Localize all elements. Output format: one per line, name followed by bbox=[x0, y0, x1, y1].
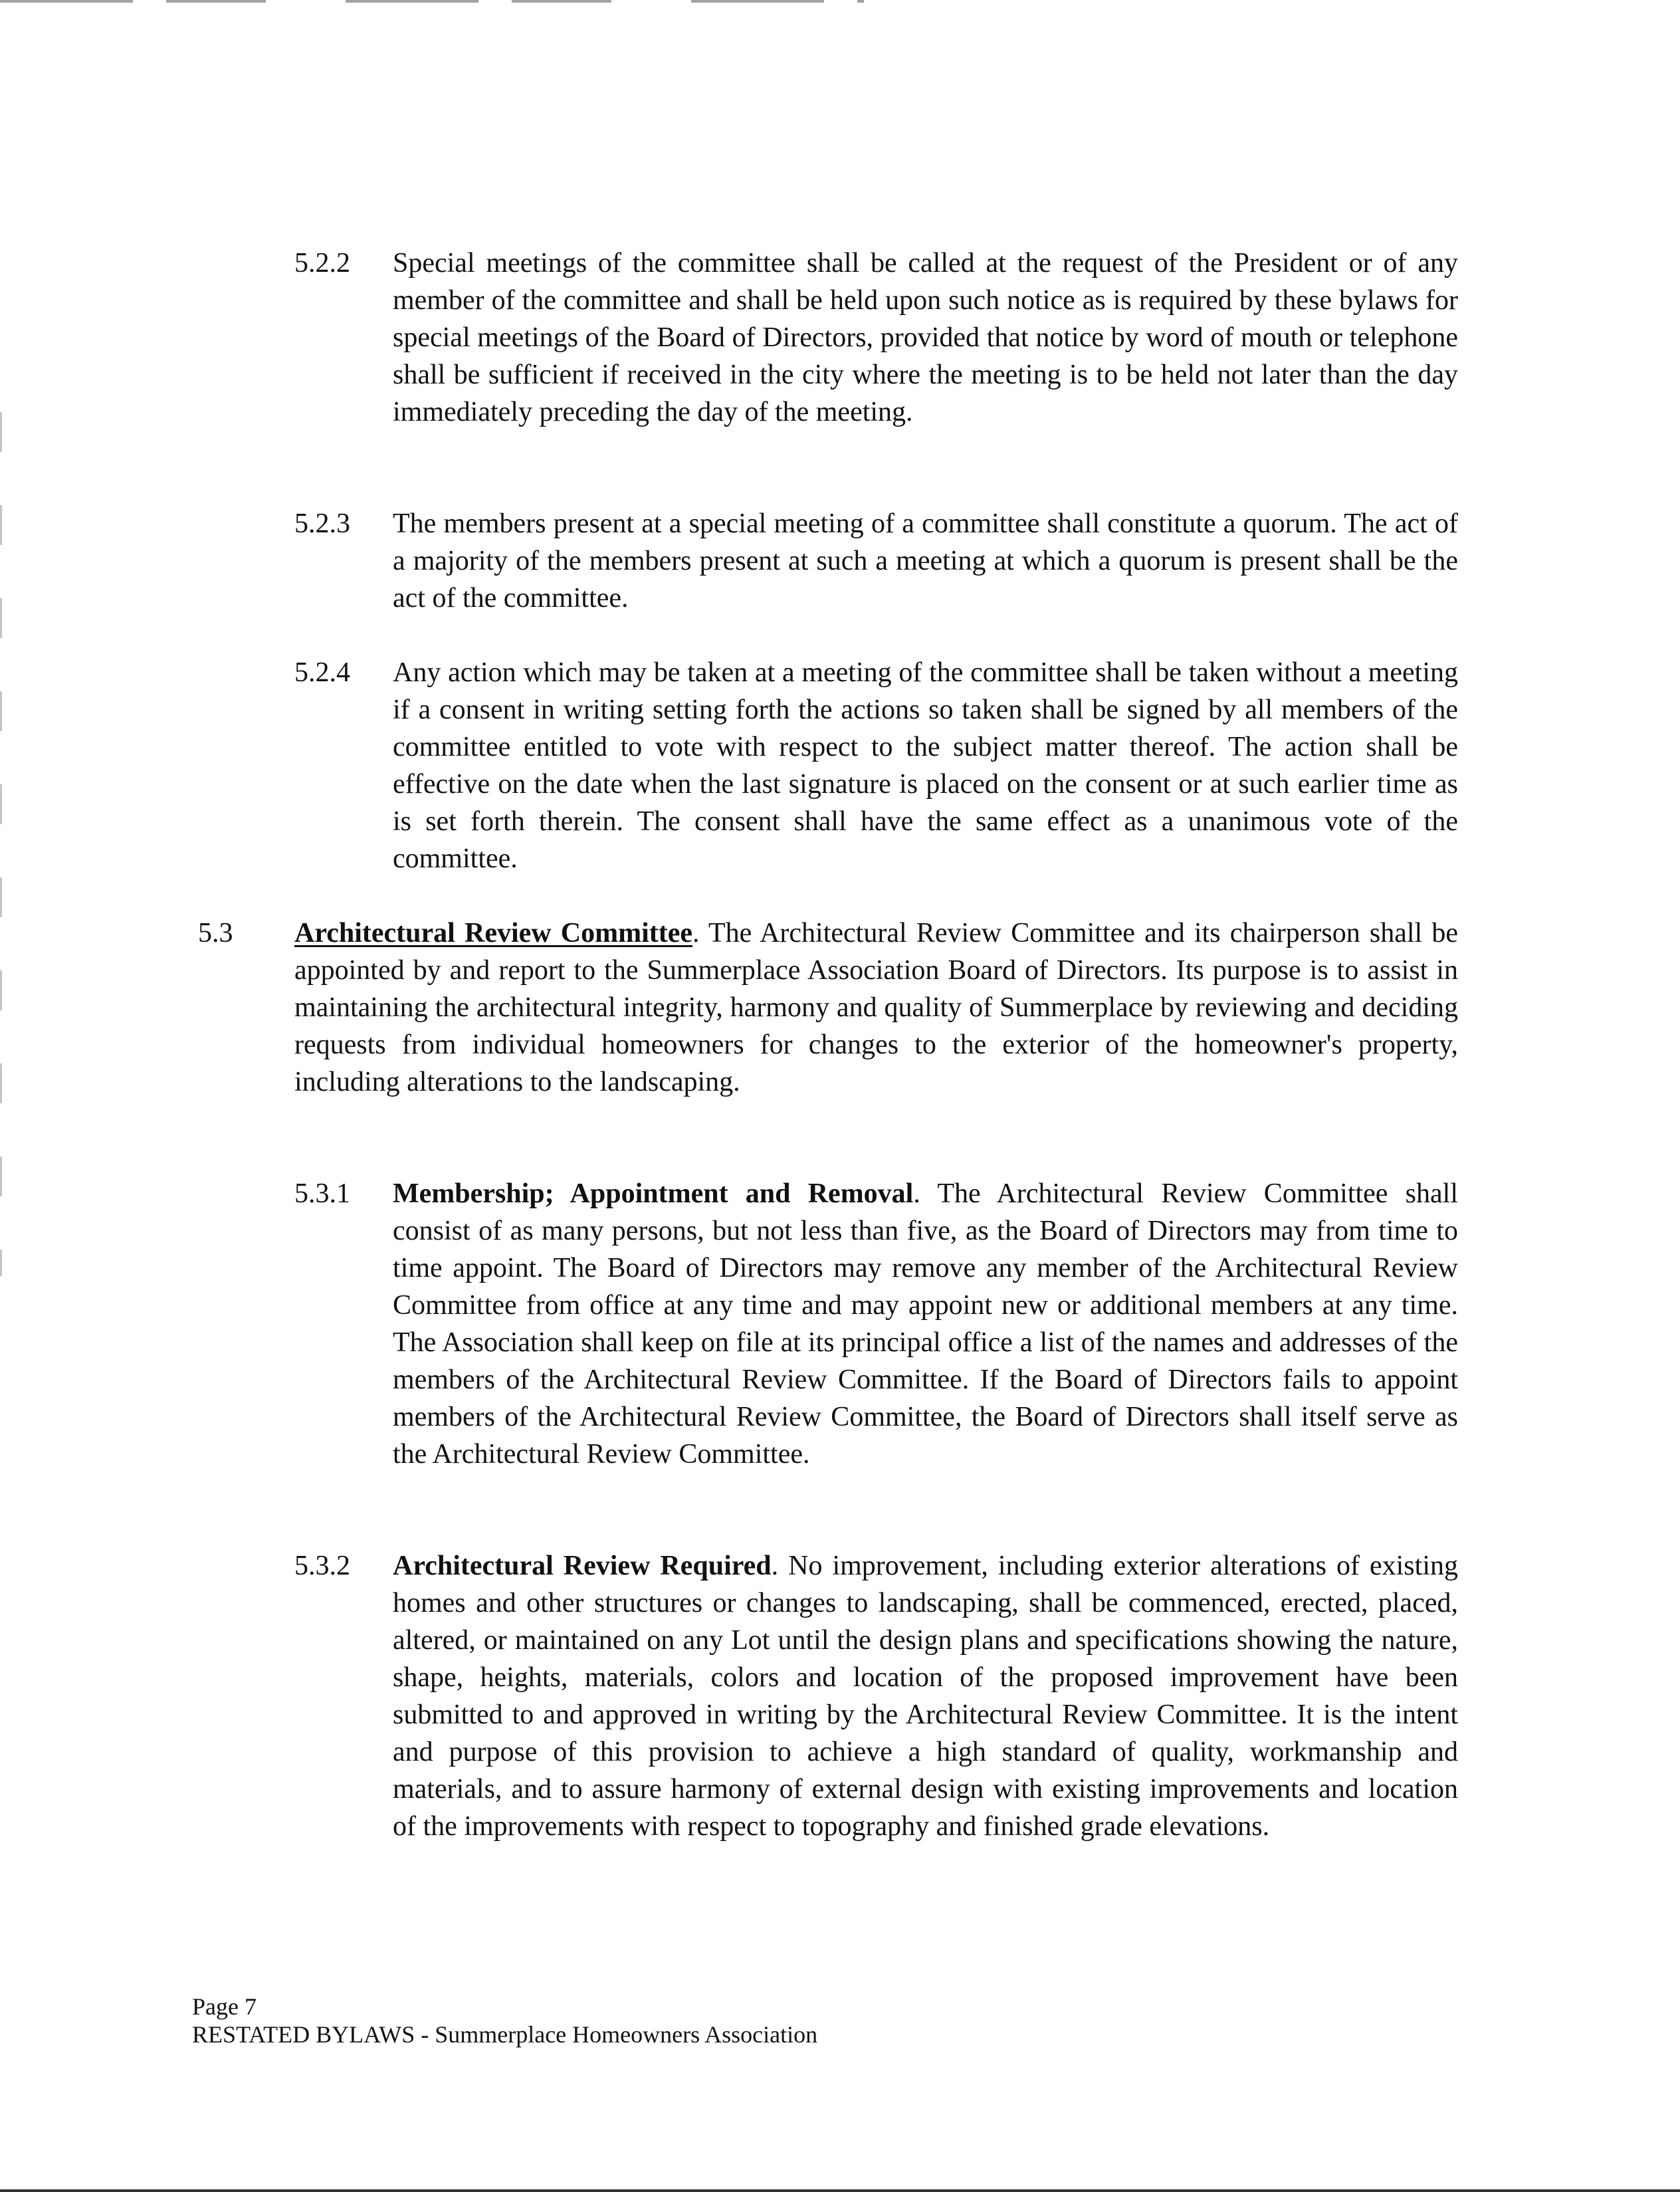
section-text: . No improvement, including exterior alterations of existing homes and other structures or changes to landscaping, shall be commenced, erected, placed, altered, or maintained on any Lot until the design plans and specifications showing the nature, shape, heights, materials, colors and location of the proposed improvement have been submitted to and approved in writing by the Architectural Review Committee. It is the intent and purpose of this provision to achieve a high standard of quality, workmanship and materials, and to assure harmony of external design with existing improvements and location of the improvements with respect to topography and finished grade elevations. bbox=[393, 1551, 1458, 1842]
section-text: . The Architectural Review Committee and its chairperson shall be appointed by and report to the Summerplace Association Board of Directors. Its purpose is to assist in maintaining the architectural integrity, harmony and quality of Summerplace by reviewing and deciding requests from individual homeowners for changes to the exterior of the homeowner's property, including alterations to the landscaping. bbox=[294, 918, 1459, 1097]
section-heading: Architectural Review Required bbox=[393, 1551, 772, 1581]
section-5-2-2 bbox=[0, 245, 1680, 471]
section-heading: Architectural Review Committee bbox=[294, 918, 693, 948]
footer-page-number: Page 7 bbox=[192, 1993, 257, 2020]
section-5-3-2 bbox=[0, 1547, 1680, 1926]
section-5-2-4 bbox=[0, 654, 1680, 880]
section-body: Any action which may be taken at a meeting of the committee shall be taken without a meeting if a consent in writing setting forth the actions so taken shall be signed by all members of the committee entitled to vote with respect to the subject matter thereof. The action shall be effective on the date when the last signature is placed on the consent or at such earlier time as is set forth therein. The consent shall have the same effect as a unanimous vote of the committee. bbox=[393, 657, 1458, 874]
section-number: 5.3.2 bbox=[294, 1551, 350, 1581]
section-number: 5.2.4 bbox=[294, 657, 350, 688]
section-5-2-3 bbox=[0, 505, 1680, 618]
section-number: 5.2.2 bbox=[294, 248, 350, 278]
section-body: The members present at a special meeting of a committee shall constitute a quorum. The act of a majority of the members present at such a meeting at which a quorum is present shall be the act of the committee. bbox=[393, 508, 1458, 613]
section-number: 5.3.1 bbox=[294, 1178, 350, 1209]
section-number: 5.3 bbox=[198, 918, 233, 948]
section-number: 5.2.3 bbox=[294, 508, 350, 539]
section-text: . The Architectural Review Committee shall consist of as many persons, but not less than five, as the Board of Directors may from time to time appoint. The Board of Directors may remove any member of the Architectural Review Committee from office at any time and may appoint new or additional members at any time. The Association shall keep on file at its principal office a list of the names and addresses of the members of the Architectural Review Committee. If the Board of Directors fails to appoint members of the Architectural Review Committee, the Board of Directors shall itself serve as the Architectural Review Committee. bbox=[393, 1178, 1458, 1470]
section-body bbox=[294, 915, 1458, 1101]
section-5-3-1 bbox=[0, 1175, 1680, 1514]
footer-document-title: RESTATED BYLAWS - Summerplace Homeowners Association bbox=[192, 2021, 818, 2048]
section-5-3 bbox=[0, 915, 1680, 1141]
section-heading: Membership; Appointment and Removal bbox=[393, 1178, 914, 1209]
section-body bbox=[393, 1547, 1458, 1845]
section-body: Special meetings of the committee shall be called at the request of the President or of any member of the committee and shall be held upon such notice as is required by these bylaws for special meetings of the Board of Directors, provided that notice by word of mouth or telephone shall be sufficient if received in the city where the meeting is to be held not later than the day immediately preceding the day of the meeting. bbox=[393, 248, 1458, 427]
section-body bbox=[393, 1175, 1458, 1473]
